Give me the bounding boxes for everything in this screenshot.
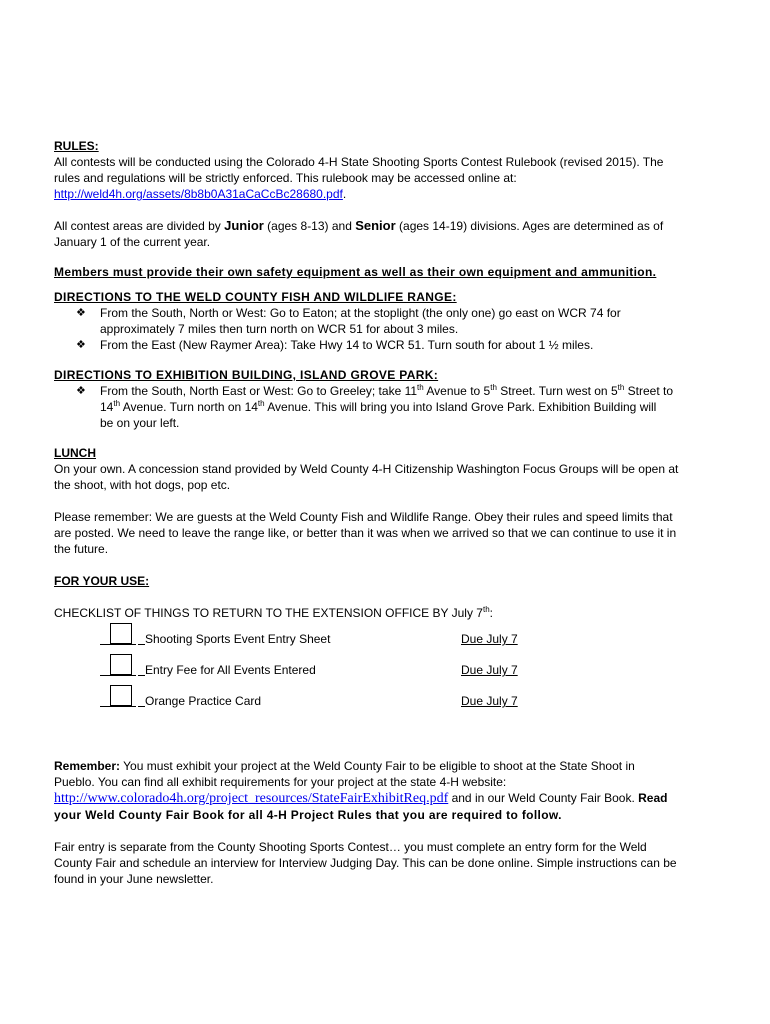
ordinal-suffix: th [417,383,424,392]
lunch-line-2: the shoot, with hot dogs, pop etc. [54,478,231,492]
ordinal-suffix: th [617,383,625,392]
divisions-line-1 [54,218,724,234]
exhibition-text: Avenue to 5 [423,384,491,398]
junior-label: Junior [224,218,264,233]
range-direction-1-line-2: approximately 7 miles then turn north on WCR 51 for about 3 miles. [100,322,459,336]
remember-exhibit-text: You must exhibit your project at the Weld County Fair to be eligible to shoot at the State Shoot in [120,759,635,773]
ordinal-suffix: th [257,399,265,408]
ordinal-suffix: th [490,383,497,392]
rules-text-line-2: rules and regulations will be strictly enforced. This rulebook may be accessed online at: [54,171,517,185]
rules-section [54,138,724,202]
checklist-intro [54,605,724,621]
checklist-item [54,654,724,685]
senior-label: Senior [355,218,396,233]
remember-exhibit-line-4: your Weld County Fair Book for all 4-H Project Rules that you are required to follow. [54,808,562,822]
range-direction-2: From the East (New Raymer Area): Take Hwy 14 to WCR 51. Turn south for about 1 ½ miles. [100,338,594,352]
blank-line [138,644,145,645]
exhibition-text: 14 [100,400,114,414]
blank-line [100,644,136,645]
ordinal-suffix: th [113,399,121,408]
list-item [54,337,724,353]
exhibition-text: Street. Turn west on 5 [496,384,618,398]
checklist-item-due: Due July 7 [461,663,518,677]
checklist-item-label: Entry Fee for All Events Entered [145,663,316,677]
for-your-use-section [54,573,724,716]
remember-exhibit-line-2: Pueblo. You can find all exhibit requirements for your project at the state 4-H website: [54,775,507,789]
diamond-bullet-icon: ❖ [76,385,86,397]
remember-exhibit-text: and in our Weld County Fair Book. [448,791,639,805]
rulebook-link[interactable]: http://weld4h.org/assets/8b8b0A31aCaCcBc28680.pdf [54,187,343,201]
fair-entry-line-1: Fair entry is separate from the County Shooting Sports Contest… you must complete an entry form for the Weld [54,840,647,854]
checklist-item-label: Orange Practice Card [145,694,262,708]
exhibition-text: Avenue. This will bring you into Island Grove Park. Exhibition Building will [264,400,657,414]
rules-link-line [54,186,724,202]
range-directions-heading: DIRECTIONS TO THE WELD COUNTY FISH AND WILDLIFE RANGE: [54,290,457,304]
divisions-text-1: All contest areas are divided by [54,219,225,233]
checkbox[interactable] [110,654,132,675]
remember-note-line-3: the future. [54,542,109,556]
ordinal-suffix: th [482,605,490,614]
blank-line [100,675,136,676]
remember-note-line-2: are posted. We need to leave the range like, or better than it was when we arrived so that we can continue to use it in [54,526,677,540]
divisions-text-2: (ages 8-13) and [263,219,356,233]
remember-note-section [54,509,724,557]
checklist-item [54,623,724,654]
remember-note-line-1: Please remember: We are guests at the Weld County Fish and Wildlife Range. Obey their rules and speed limits that [54,510,673,524]
rules-text-line-1: All contests will be conducted using the Colorado 4-H State Shooting Sports Contest Rulebook (revised 2015). The [54,155,664,169]
exhibit-requirements-link[interactable]: http://www.colorado4h.org/project_resources/StateFairExhibitReq.pdf [54,791,449,806]
for-your-use-heading: FOR YOUR USE: [54,574,150,588]
lunch-heading: LUNCH [54,446,96,460]
checklist-intro-text: CHECKLIST OF THINGS TO RETURN TO THE EXTENSION OFFICE BY July 7 [54,606,483,620]
list-item [54,305,724,337]
range-directions-list [54,305,724,353]
blank-line [138,706,145,707]
document-page [54,138,724,887]
fair-entry-section [54,839,724,887]
exhibition-directions-section [54,367,724,431]
exhibition-text: be on your left. [100,416,180,430]
exhibition-text: Street to [624,384,673,398]
list-item [54,383,724,431]
divisions-text-3: (ages 14-19) divisions. Ages are determined as of [395,219,664,233]
checklist-item-due: Due July 7 [461,632,518,646]
safety-notice: Members must provide their own safety equipment as well as their own equipment and ammunition. [54,265,657,279]
diamond-bullet-icon: ❖ [76,307,86,319]
checkbox[interactable] [110,623,132,644]
checklist-item [54,685,724,716]
checklist-item-due: Due July 7 [461,694,518,708]
remember-exhibit-section [54,758,724,823]
blank-line [100,706,136,707]
remember-exhibit-line-1 [54,758,724,774]
diamond-bullet-icon: ❖ [76,339,86,351]
lunch-line-1: On your own. A concession stand provided by Weld County 4-H Citizenship Washington Focus Groups will be open at [54,462,679,476]
divisions-line-2: January 1 of the current year. [54,235,211,249]
rules-link-period: . [342,187,347,201]
exhibition-text: From the South, North East or West: Go to Greeley; take 11 [100,384,418,398]
range-directions-section [54,289,724,353]
remember-exhibit-bold: Read [638,791,668,805]
fair-entry-line-2: County Fair and schedule an interview for Interview Judging Day. This can be done online. Simple instructions can be [54,856,677,870]
remember-lead: Remember: [54,759,121,773]
fair-entry-line-3: found in your June newsletter. [54,872,214,886]
remember-exhibit-line-3 [54,790,724,807]
rules-heading: RULES: [54,139,99,153]
range-direction-1-line-1: From the South, North or West: Go to Eaton; at the stoplight (the only one) go east on WCR 74 for [100,306,621,320]
checklist-item-label: Shooting Sports Event Entry Sheet [145,632,331,646]
checklist-colon: : [489,606,493,620]
exhibition-directions-list [54,383,724,431]
checklist [54,623,724,716]
exhibition-directions-heading: DIRECTIONS TO EXHIBITION BUILDING, ISLAND GROVE PARK: [54,368,439,382]
checkbox[interactable] [110,685,132,706]
lunch-section [54,445,724,493]
divisions-section [54,218,724,250]
blank-line [138,675,145,676]
exhibition-text: Avenue. Turn north on 14 [120,400,258,414]
